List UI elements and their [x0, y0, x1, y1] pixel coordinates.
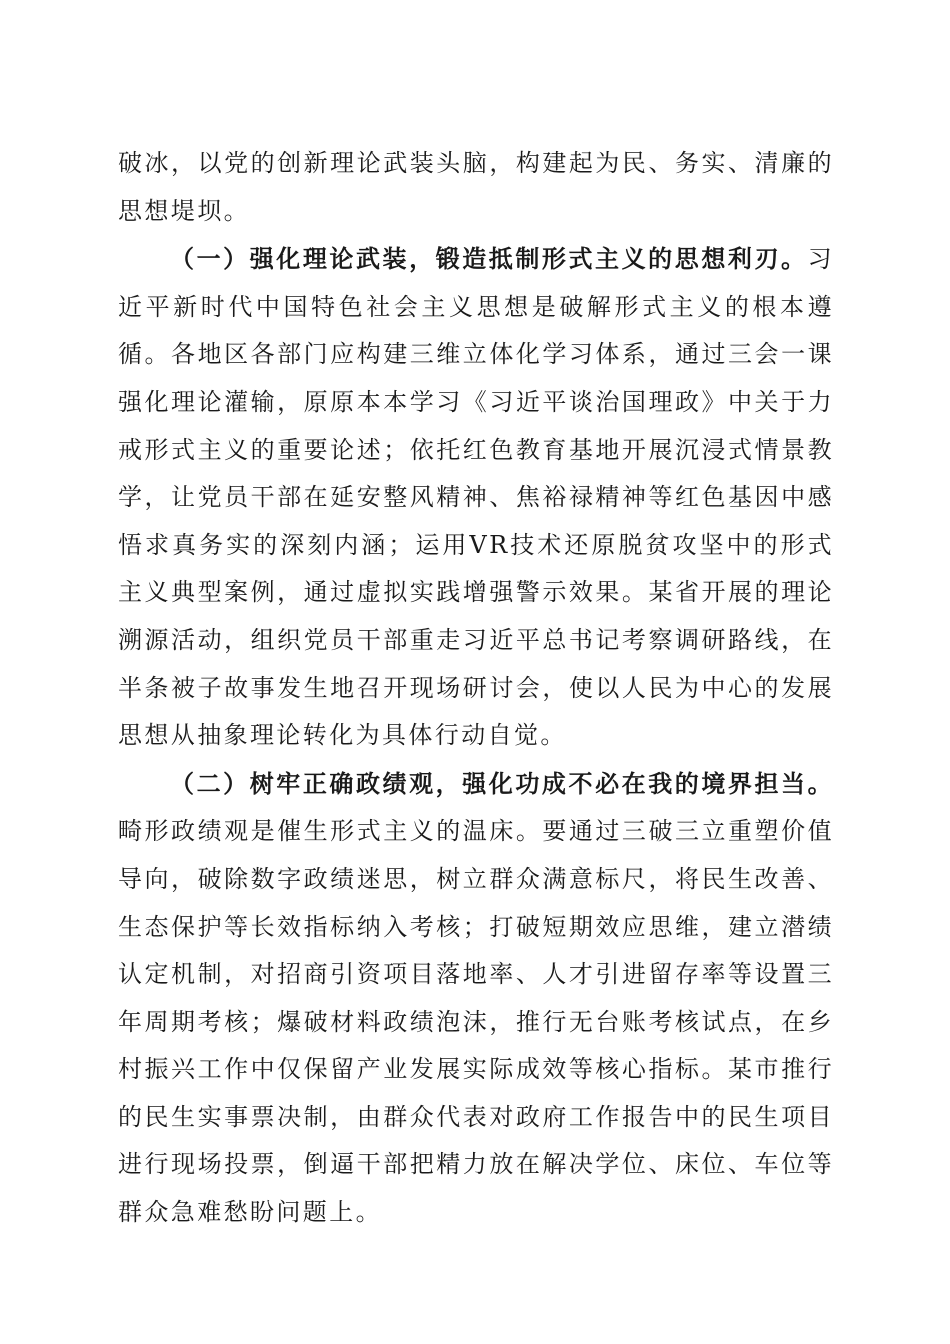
- paragraph-intro: [118, 140, 834, 235]
- paragraph-text: 破冰，以党的创新理论武装头脑，构建起为民、务实、清廉的思想堤坝。: [118, 149, 834, 225]
- paragraph-text: 畸形政绩观是催生形式主义的温床。要通过三破三立重塑价值导向，破除数字政绩迷思，树立群众满意标尺，将民生改善、生态保护等长效指标纳入考核；打破短期效应思维，建立潜绩认定机制，对招商引资项目落地率、人才引进留存率等设置三年周期考核；爆破材料政绩泡沫，推行无台账考核试点，在乡村振兴工作中仅保留产业发展实际成效等核心指标。某市推行的民生实事票决制，由群众代表对政府工作报告中的民生项目进行现场投票，倒逼干部把精力放在解决学位、床位、车位等群众急难愁盼问题上。: [118, 817, 834, 1227]
- section-heading: （一）强化理论武装，锻造抵制形式主义的思想利刃。: [170, 244, 808, 274]
- paragraph-text: 习近平新时代中国特色社会主义思想是破解形式主义的根本遵循。各地区各部门应构建三维立体化学习体系，通过三会一课强化理论灌输，原原本本学习《习近平谈治国理政》中关于力戒形式主义的重要论述；依托红色教育基地开展沉浸式情景教学，让党员干部在延安整风精神、焦裕禄精神等红色基因中感悟求真务实的深刻内涵；运用VR技术还原脱贫攻坚中的形式主义典型案例，通过虚拟实践增强警示效果。某省开展的理论溯源活动，组织党员干部重走习近平总书记考察调研路线，在半条被子故事发生地召开现场研讨会，使以人民为中心的发展思想从抽象理论转化为具体行动自觉。: [118, 245, 834, 750]
- document-body: [118, 140, 834, 1237]
- paragraph-section-1: [118, 235, 834, 760]
- paragraph-section-2: [118, 760, 834, 1237]
- section-heading: （二）树牢正确政绩观，强化功成不必在我的境界担当。: [170, 768, 834, 798]
